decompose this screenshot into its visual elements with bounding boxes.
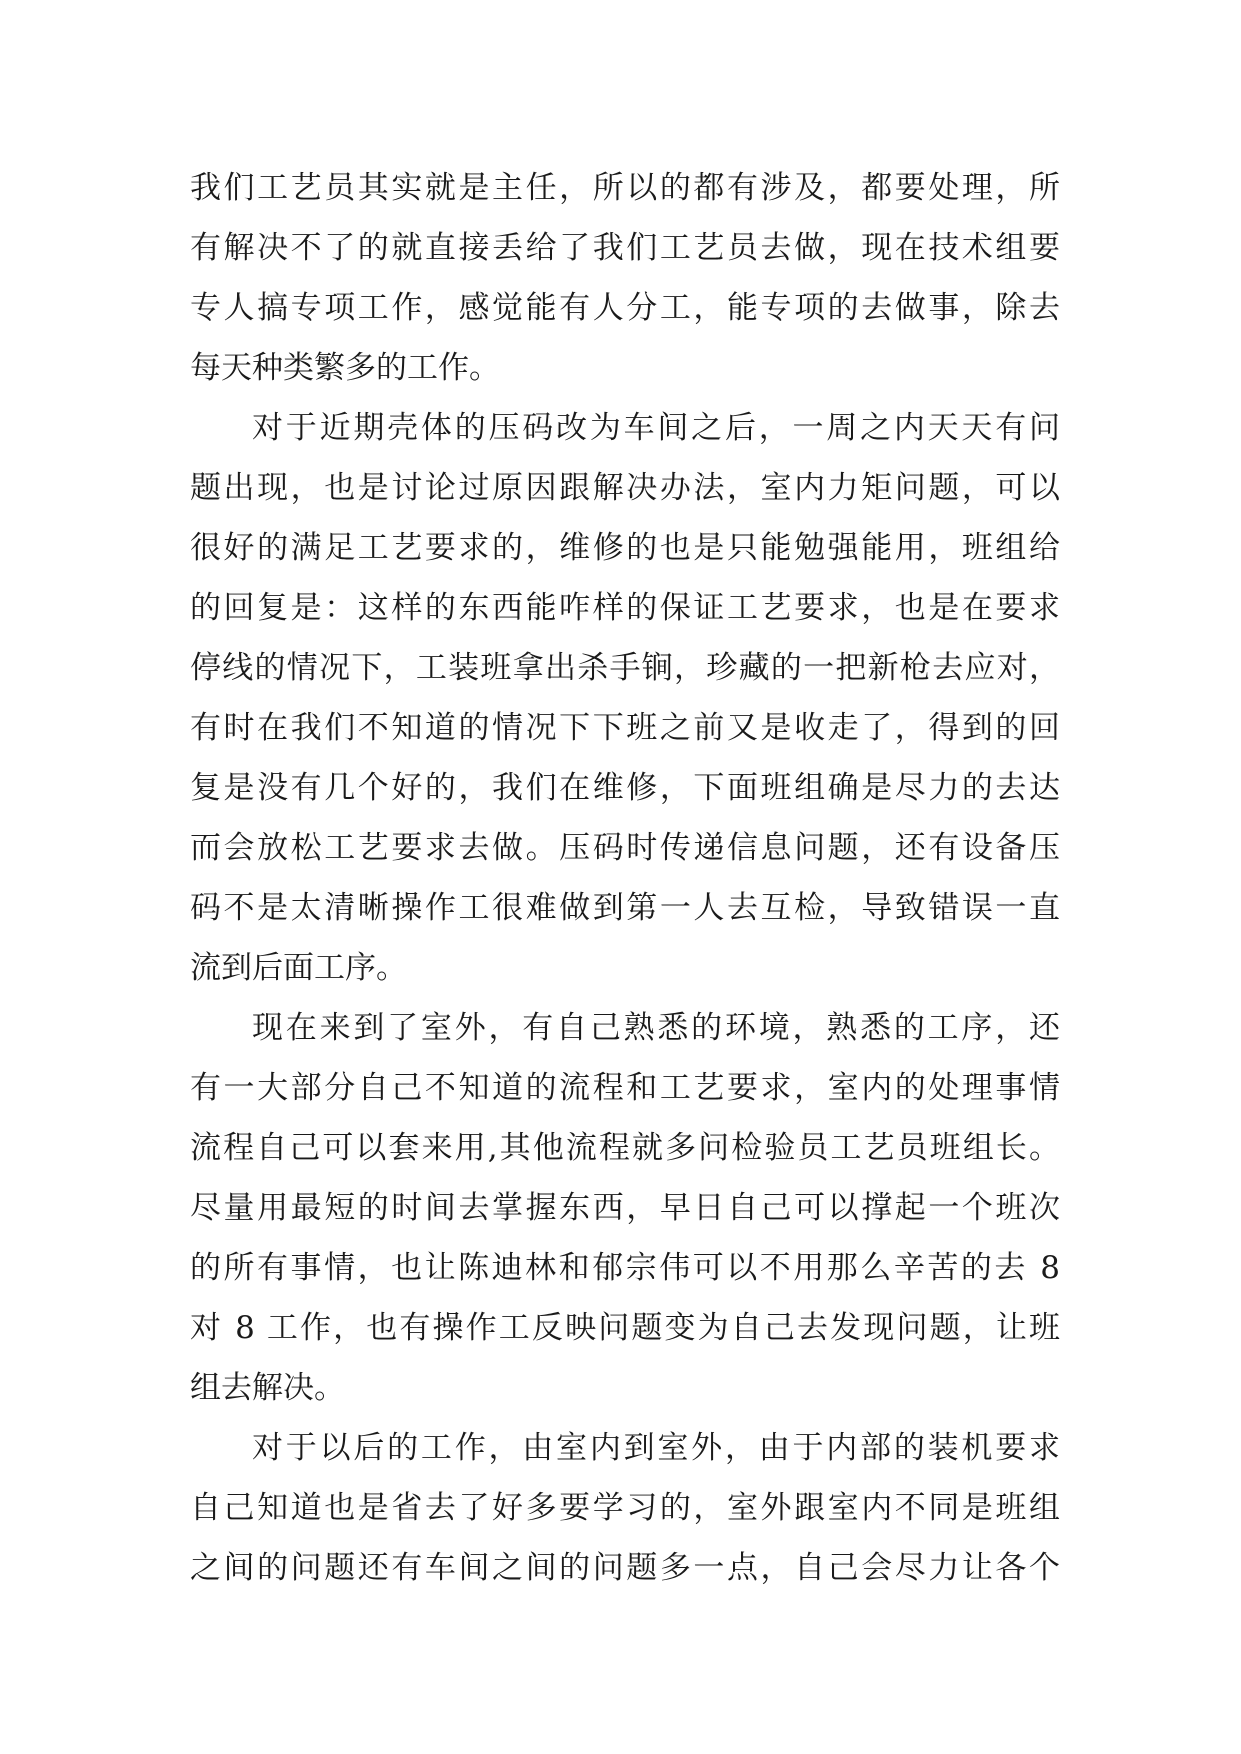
text-line: 有时在我们不知道的情况下下班之前又是收走了，得到的回 xyxy=(190,710,1060,746)
text-line: 尽量用最短的时间去掌握东西，早日自己可以撑起一个班次 xyxy=(190,1190,1060,1226)
text-line: 码不是太清晰操作工很难做到第一人去互检，导致错误一直 xyxy=(190,890,1060,926)
paragraph-first-line: 现在来到了室外，有自己熟悉的环境，熟悉的工序，还 xyxy=(252,1010,1060,1046)
text-line: 流到后面工序。 xyxy=(190,950,407,986)
paragraph-first-line: 对于近期壳体的压码改为车间之后，一周之内天天有问 xyxy=(252,410,1060,446)
text-line: 有一大部分自己不知道的流程和工艺要求，室内的处理事情 xyxy=(190,1070,1060,1106)
text-line: 我们工艺员其实就是主任，所以的都有涉及，都要处理，所 xyxy=(190,170,1060,206)
text-line: 复是没有几个好的，我们在维修，下面班组确是尽力的去达 xyxy=(190,770,1060,806)
body-text xyxy=(190,158,1060,1598)
text-line: 的所有事情，也让陈迪林和郁宗伟可以不用那么辛苦的去 8 xyxy=(190,1250,1060,1286)
text-line: 题出现，也是讨论过原因跟解决办法，室内力矩问题，可以 xyxy=(190,470,1060,506)
text-line: 流程自己可以套来用,其他流程就多问检验员工艺员班组长。 xyxy=(190,1130,1060,1166)
text-line: 而会放松工艺要求去做。压码时传递信息问题，还有设备压 xyxy=(190,830,1060,866)
text-line: 每天种类繁多的工作。 xyxy=(190,350,500,386)
text-line: 对 8 工作，也有操作工反映问题变为自己去发现问题，让班 xyxy=(190,1310,1060,1346)
text-line: 很好的满足工艺要求的，维修的也是只能勉强能用，班组给 xyxy=(190,530,1060,566)
text-line: 专人搞专项工作，感觉能有人分工，能专项的去做事，除去 xyxy=(190,290,1060,326)
text-line: 有解决不了的就直接丢给了我们工艺员去做，现在技术组要 xyxy=(190,230,1060,266)
text-line: 自己知道也是省去了好多要学习的，室外跟室内不同是班组 xyxy=(190,1490,1060,1526)
paragraph-first-line: 对于以后的工作，由室内到室外，由于内部的装机要求 xyxy=(252,1430,1060,1466)
text-line: 组去解决。 xyxy=(190,1370,345,1406)
text-line: 的回复是：这样的东西能咋样的保证工艺要求，也是在要求 xyxy=(190,590,1060,626)
text-line: 停线的情况下，工装班拿出杀手锏，珍藏的一把新枪去应对， xyxy=(190,650,1060,686)
text-line: 之间的问题还有车间之间的问题多一点，自己会尽力让各个 xyxy=(190,1550,1060,1586)
